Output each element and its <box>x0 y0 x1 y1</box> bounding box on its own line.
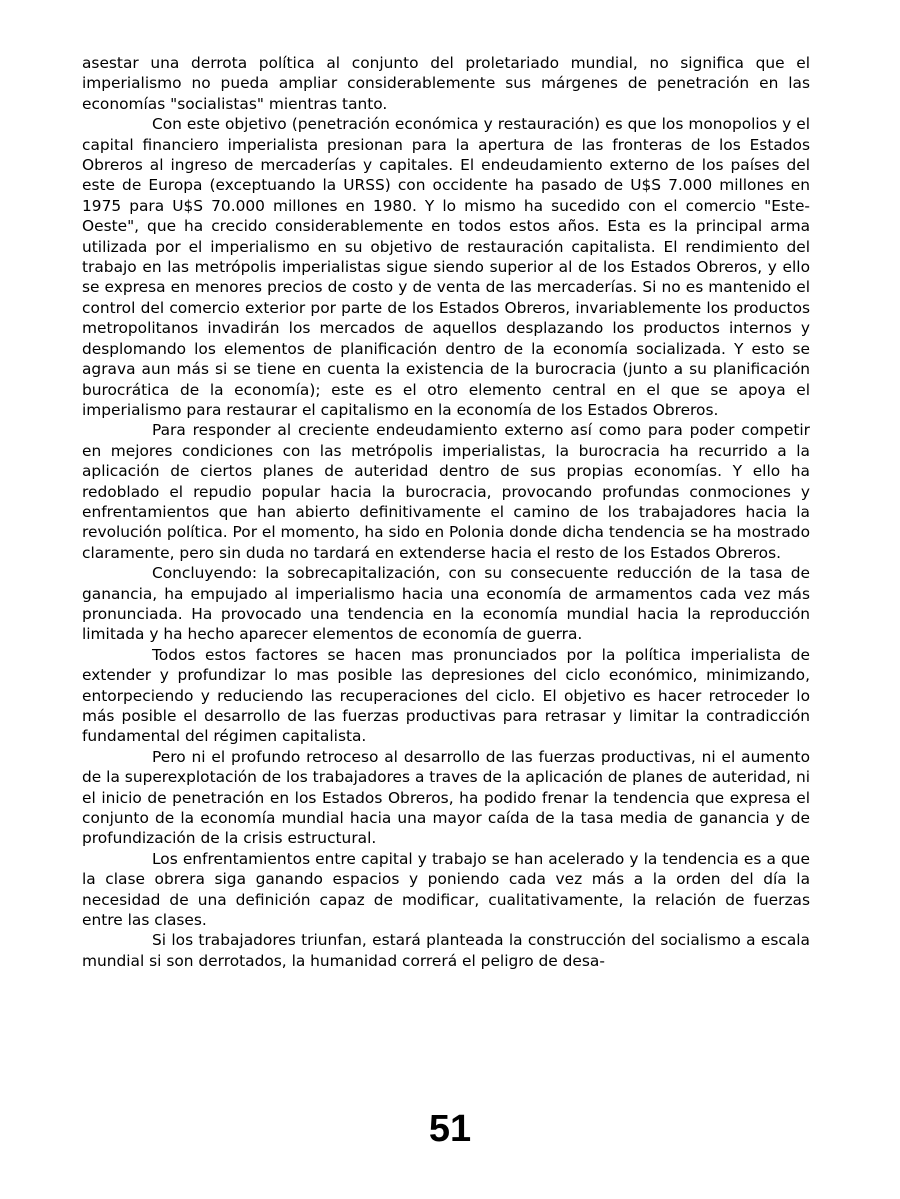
paragraph-endeudamiento: Para responder al creciente endeudamiento externo así como para poder competir en mejores condiciones con las metrópolis imperialistas, la burocracia ha recurrido a la aplicación de ciertos planes de auteridad dentro de sus propias economías. Y ello ha redoblado el repudio popular hacia la burocracia, provocando profundas conmociones y enfrentamientos que han abierto definitivamente el camino de los trabajadores hacia la revolución política. Por el momento, ha sido en Polonia donde dicha tendencia se ha mostrado claramente, pero sin duda no tardará en extenderse hacia el resto de los Estados Obreros. <box>82 421 810 562</box>
paragraph-penetracion: Con este objetivo (penetración económica y restauración) es que los monopolios y el capital financiero imperialista presionan para la apertura de las fronteras de los Estados Obreros al ingreso de mercaderías y capitales. El endeudamiento externo de los países del este de Europa (exceptuando la URSS) con occidente ha pasado de U$S 7.000 millones en 1975 para U$S 70.000 millones en 1980. Y lo mismo ha sucedido con el comercio "Este-Oeste", que ha crecido considerablemente en todos estos años. Esta es la principal arma utilizada por el imperialismo en su objetivo de restauración capitalista. El rendimiento del trabajo en las metrópolis imperialistas sigue siendo superior al de los Estados Obreros, y ello se expresa en menores precios de costo y de venta de las mercaderías. Si no es mantenido el control del comercio exterior por parte de los Estados Obreros, invariablemente los productos metropolitanos invadirán los mercados de aquellos desplazando los productos internos y desplomando los elementos de planificación dentro de la economía socializada. Y esto se agrava aun más si se tiene en cuenta la existencia de la burocracia (junto a su planificación burocrática de la economía); este es el otro elemento central en el que se apoya el imperialismo para restaurar el capitalismo en la economía de los Estados Obreros. <box>82 115 810 419</box>
document-body <box>82 53 810 971</box>
paragraph-enfrentamientos: Los enfrentamientos entre capital y trabajo se han acelerado y la tendencia es a que la clase obrera siga ganando espacios y poniendo cada vez más a la orden del día la necesidad de una definición capaz de modificar, cualitativamente, la relación de fuerzas entre las clases. <box>82 849 810 930</box>
paragraph-factores: Todos estos factores se hacen mas pronunciados por la política imperialista de extender y profundizar lo mas posible las depresiones del ciclo económico, minimizando, entorpeciendo y reduciendo las recuperaciones del ciclo. El objetivo es hacer retroceder lo más posible el desarrollo de las fuerzas productivas para retrasar y limitar la contradicción fundamental del régimen capitalista. <box>82 645 810 746</box>
paragraph-concluyendo: Concluyendo: la sobrecapitalización, con su consecuente reducción de la tasa de ganancia, ha empujado al imperialismo hacia una economía de armamentos cada vez más pronunciada. Ha provocado una tendencia en la economía mundial hacia la reproducción limitada y ha hecho aparecer elementos de economía de guerra. <box>82 564 810 644</box>
paragraph-retroceso: Pero ni el profundo retroceso al desarrollo de las fuerzas productivas, ni el aumento de la superexplotación de los trabajadores a traves de la aplicación de planes de auteridad, ni el inicio de penetración en los Estados Obreros, ha podido frenar la tendencia que expresa el conjunto de la economía mundial hacia una mayor caída de la tasa media de ganancia y de profundización de la crisis estructural. <box>82 747 810 848</box>
paragraph-trabajadores: Si los trabajadores triunfan, estará planteada la construcción del socialismo a escala mundial si son derrotados, la humanidad correrá el peligro de desa- <box>82 931 810 970</box>
paragraph-continuation: asestar una derrota política al conjunto del proletariado mundial, no significa que el imperialismo no pueda ampliar considerablemente sus márgenes de penetración en las economías "socialistas" mientras tanto. <box>82 54 810 113</box>
page-number: 51 <box>428 1108 472 1150</box>
